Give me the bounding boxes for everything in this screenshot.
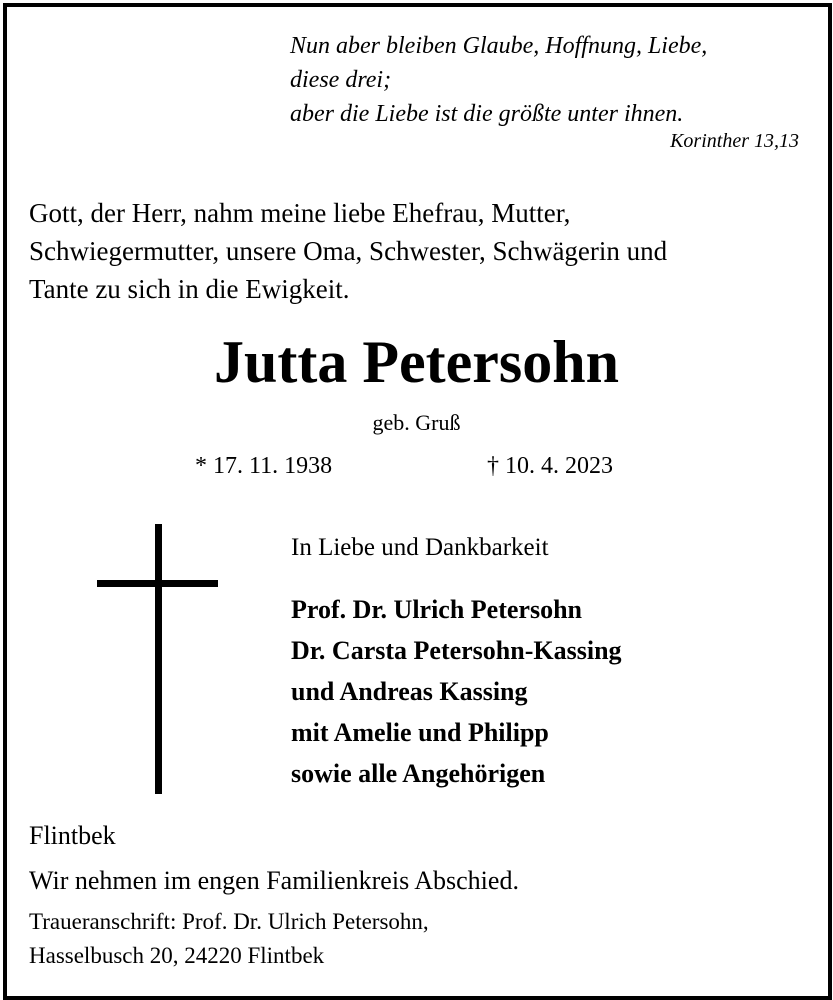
birth-name: geb. Gruß <box>372 410 461 435</box>
farewell-note: Wir nehmen im engen Familienkreis Abschied. <box>29 866 519 895</box>
intro-line-2: Schwiegermutter, unsere Oma, Schwester, Schwägerin und <box>29 236 668 266</box>
mourner-name: Prof. Dr. Ulrich Petersohn <box>291 595 583 624</box>
mourners-intro: In Liebe und Dankbarkeit <box>291 534 549 561</box>
verse-line-3: aber die Liebe ist die größte unter ihnen. <box>290 101 684 127</box>
death-date: † 10. 4. 2023 <box>487 453 613 479</box>
verse-reference: Korinther 13,13 <box>670 130 799 152</box>
intro-line-3: Tante zu sich in die Ewigkeit. <box>29 274 350 304</box>
birth-date: * 17. 11. 1938 <box>195 453 333 479</box>
mourner-name: Dr. Carsta Petersohn-Kassing <box>291 636 622 665</box>
verse-line-2: diese drei; <box>290 67 392 93</box>
mourner-name: sowie alle Angehörigen <box>291 759 546 788</box>
verse-line-1: Nun aber bleiben Glaube, Hoffnung, Liebe, <box>290 33 708 59</box>
address-line-2: Hasselbusch 20, 24220 Flintbek <box>29 943 325 968</box>
mourner-name: mit Amelie und Philipp <box>291 718 549 747</box>
mourner-name: und Andreas Kassing <box>291 677 528 706</box>
intro-line-1: Gott, der Herr, nahm meine liebe Ehefrau, Mutter, <box>29 198 571 228</box>
place: Flintbek <box>29 821 116 850</box>
deceased-name: Jutta Petersohn <box>214 329 619 395</box>
address-line-1: Traueranschrift: Prof. Dr. Ulrich Petersohn, <box>29 909 429 934</box>
